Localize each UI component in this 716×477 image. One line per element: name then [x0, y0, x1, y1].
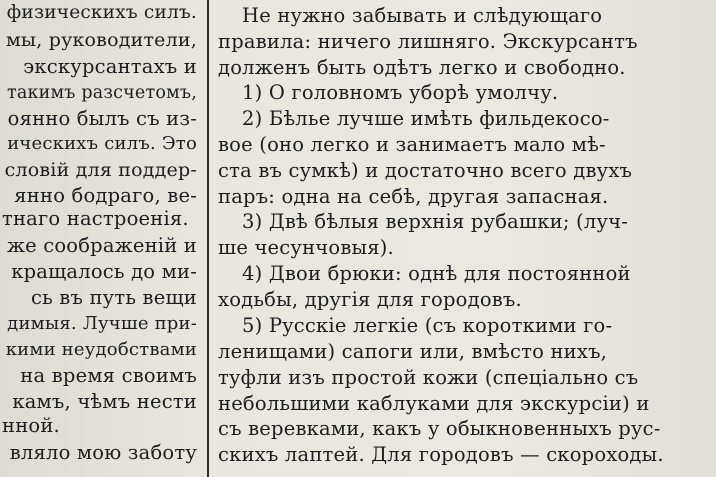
- text-line: небольшими каблуками для экскурсіи) и: [218, 392, 650, 415]
- text-line: паръ: одна на себѣ, другая запасная.: [218, 185, 609, 208]
- text-line: же соображеній и: [6, 234, 197, 257]
- text-line: димыя. Лучше при-: [7, 313, 197, 334]
- text-line: вое (оно легко и занимаетъ мало мѣ-: [218, 133, 606, 156]
- text-line: 5) Русскіе легкіе (съ короткими го-: [242, 314, 613, 337]
- text-line: вляло мою заботу: [9, 441, 197, 464]
- text-line: янно бодраго, ве-: [14, 184, 197, 207]
- text-line: физическихъ силъ.: [6, 2, 197, 23]
- text-line: правила: ничего лишняго. Экскурсантъ: [218, 30, 638, 53]
- text-line: съ веревками, какъ у обыкновенныхъ рус-: [218, 417, 661, 440]
- text-line: такимъ разсчетомъ,: [6, 83, 197, 103]
- text-line: камъ, чѣмъ нести: [12, 390, 197, 413]
- text-line: на время своимъ: [20, 364, 197, 387]
- text-line: ленищами) сапоги или, вмѣсто нихъ,: [218, 340, 608, 363]
- text-line: кими неудобствами: [5, 339, 197, 360]
- text-line: туфли изъ простой кожи (спеціально съ: [218, 366, 639, 389]
- text-line: экскурсантахъ и: [23, 55, 197, 78]
- text-line: Не нужно забывать и слѣдующаго: [242, 4, 603, 27]
- right-text-column: [218, 0, 716, 477]
- left-text-column: [0, 0, 199, 477]
- text-line: долженъ быть одѣтъ легко и свободно.: [218, 56, 626, 79]
- text-line: ическихъ силъ. Это: [7, 133, 197, 154]
- text-line: сь въ путь вещи: [30, 286, 197, 309]
- text-line: 1) О головномъ уборѣ умолчу.: [242, 81, 559, 104]
- text-line: тнаго настроенія.: [2, 207, 189, 230]
- text-line: 4) Двои брюки: однѣ для постоянной: [242, 262, 631, 285]
- text-line: нной.: [2, 414, 60, 437]
- text-line: оянно былъ съ из-: [7, 107, 197, 130]
- text-line: 3) Двѣ бѣлыя верхнія рубашки; (луч-: [242, 210, 628, 233]
- text-line: 2) Бѣлье лучше имѣть фильдекосо-: [242, 107, 610, 130]
- text-line: ше чесунчовыя).: [218, 236, 394, 259]
- column-divider: [207, 0, 209, 477]
- text-line: ста въ сумкѣ) и достаточно всего двухъ: [218, 159, 633, 182]
- text-line: мы, руководители,: [5, 29, 197, 51]
- text-line: словій для поддер-: [4, 159, 197, 181]
- text-line: кращалось до ми-: [11, 260, 197, 283]
- text-line: ходьбы, другія для городовъ.: [218, 288, 522, 311]
- text-line: скихъ лаптей. Для городовъ — скороходы.: [218, 443, 664, 466]
